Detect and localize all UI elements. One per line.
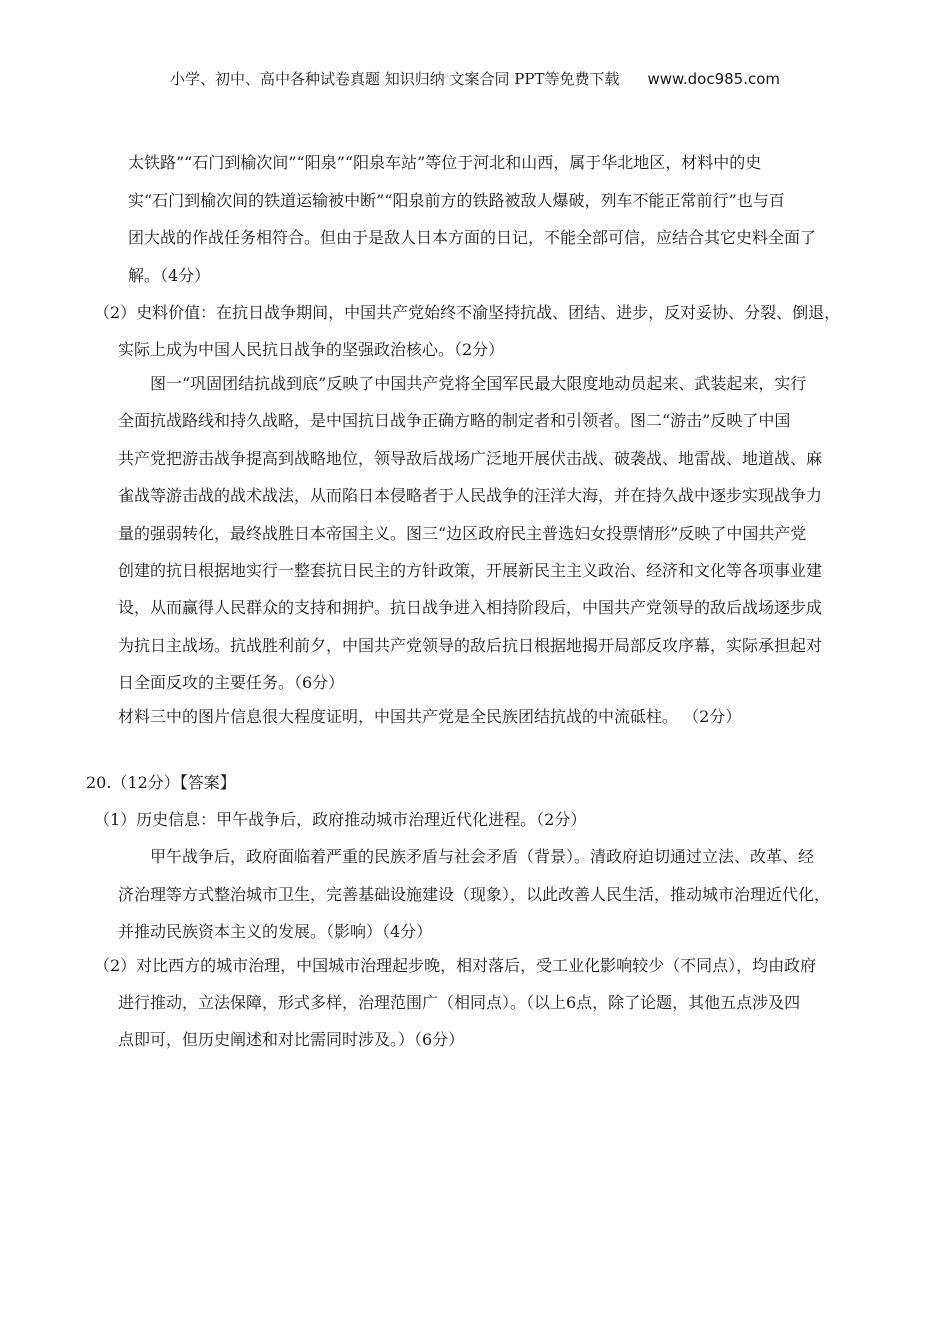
text-line: 实“石门到榆次间的铁道运输被中断”“阳泉前方的铁路被敌人爆破，列车不能正常前行”也与百 [128,191,785,210]
text-line: 解。（4分） [128,266,211,285]
text-line: 济治理等方式整治城市卫生，完善基础设施建设（现象），以此改善人民生活，推动城市治理近代化， [118,885,831,904]
text-line: 雀战等游击战的战术战法，从而陷日本侵略者于人民战争的汪洋大海，并在持久战中逐步实现战争力 [118,486,823,505]
header-text: 小学、初中、高中各种试卷真题 知识归纳 文案合同 PPT等免费下载 [169,70,620,88]
text-line: 甲午战争后，政府面临着严重的民族矛盾与社会矛盾（背景）。清政府迫切通过立法、改革、经 [150,847,815,866]
text-line: 共产党把游击战争提高到战略地位，领导敌后战场广泛地开展伏击战、破袭战、地雷战、地道战、麻 [118,449,823,468]
text-line: 并推动民族资本主义的发展。（影响）（4分） [118,922,433,941]
text-line: 太铁路”“石门到榆次间”“阳泉”“阳泉车站”等位于河北和山西，属于华北地区，材料中的史 [128,153,762,172]
text-line: 日全面反攻的主要任务。（6分） [118,673,345,692]
text-line: 全面抗战路线和持久战略，是中国抗日战争正确方略的制定者和引领者。图二“游击”反映了中国 [118,411,791,430]
header-site-link[interactable]: www.doc985.com [647,70,781,88]
text-line: （2）史料价值：在抗日战争期间，中国共产党始终不渝坚持抗战、团结、进步，反对妥协、分裂、倒退， [94,303,841,322]
text-line: 进行推动，立法保障，形式多样，治理范围广（相同点）。（以上6点，除了论题，其他五点涉及四 [118,993,801,1012]
text-line: 点即可，但历史阐述和对比需同时涉及。）（6分） [118,1030,465,1049]
text-line: 量的强弱转化，最终战胜日本帝国主义。图三“边区政府民主普选妇女投票情形”反映了中国共产党 [118,524,807,543]
text-line: 创建的抗日根据地实行一整套抗日民主的方针政策，开展新民主主义政治、经济和文化等各项事业建 [118,561,823,580]
text-line: 材料三中的图片信息很大程度证明，中国共产党是全民族团结抗战的中流砥柱。 （2分） [118,707,742,726]
text-line: （2）对比西方的城市治理，中国城市治理起步晚，相对落后，受工业化影响较少（不同点），均由政府 [94,956,817,975]
text-line: 设，从而赢得人民群众的支持和拥护。抗日战争进入相持阶段后，中国共产党领导的敌后战场逐步成 [118,598,823,617]
text-line: 团大战的作战任务相符合。但由于是敌人日本方面的日记，不能全部可信，应结合其它史料全面了 [128,228,817,247]
text-line: 为抗日主战场。抗战胜利前夕，中国共产党领导的敌后抗日根据地揭开局部反攻序幕，实际承担起对 [118,636,823,655]
text-line: 实际上成为中国人民抗日战争的坚强政治核心。（2分） [118,340,505,359]
text-line: （1）历史信息：甲午战争后，政府推动城市治理近代化进程。（2分） [94,810,587,829]
question-heading: 20.（12分）【答案】 [86,773,236,792]
text-line: 图一“巩固团结抗战到底”反映了中国共产党将全国军民最大限度地动员起来、武装起来，实行 [150,374,807,393]
page-header [0,68,950,89]
